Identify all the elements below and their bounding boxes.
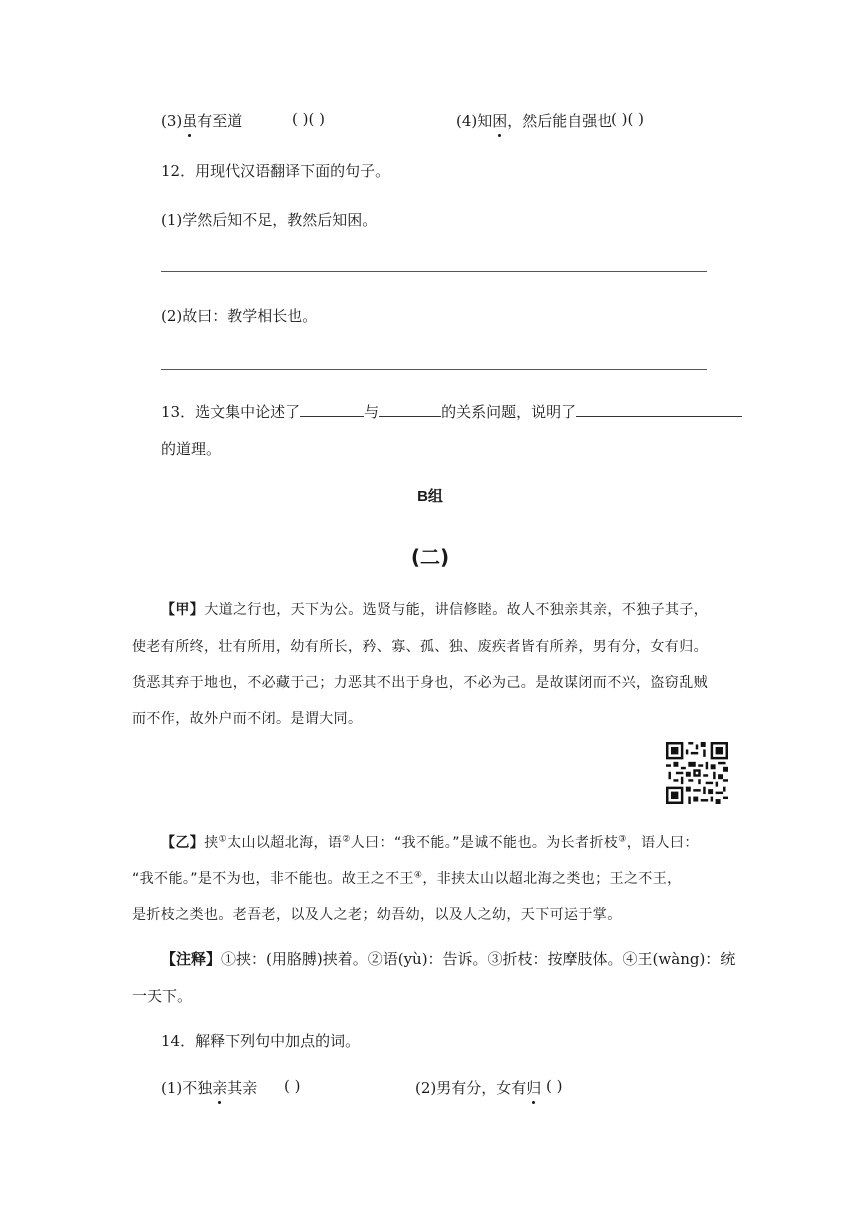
- q12-title: 12．用现代汉语翻译下面的句子。: [161, 162, 391, 180]
- group-b-heading: B组: [417, 488, 443, 505]
- q14-item-2: (2)男有分，女有归: [415, 1079, 542, 1097]
- q13-blank-2[interactable]: [379, 402, 441, 417]
- q12-item-1: (1)学然后知不足，教然后知困。: [161, 211, 378, 229]
- q12-item-2: (2)故曰：教学相长也。: [161, 307, 318, 325]
- q11-item-3-blank[interactable]: ( )( ): [292, 110, 325, 128]
- q12-answer-line-1[interactable]: [161, 271, 707, 272]
- q13-blank-3[interactable]: [576, 402, 742, 417]
- jia-line-2: 使老有所终，壮有所用，幼有所长，矜、寡、孤、独、废疾者皆有所养，男有分，女有归。: [132, 639, 708, 655]
- q11-item-3: (3)虽有至道: [161, 112, 243, 130]
- jia-line-3: 货恶其弃于地也，不必藏于己；力恶其不出于身也，不必为己。是故谋闭而不兴，盗窃乱贼: [132, 675, 708, 691]
- q11-item-4-blank[interactable]: ( )( ): [611, 110, 644, 128]
- notes-line-1: 【注释】①挟：(用胳膊)挟着。②语(yù)：告诉。③折枝：按摩肢体。④王(wàng)：统: [161, 950, 736, 968]
- yi-line-2: “我不能。”是不为也，非不能也。故王之不王④，非挟太山以超北海之类也；王之不王，: [132, 870, 682, 887]
- notes-line-2: 一天下。: [132, 987, 193, 1005]
- q14-title: 14．解释下列句中加点的词。: [161, 1032, 361, 1050]
- yi-line-1: 【乙】挟①太山以超北海，语②人曰：“我不能。”是诚不能也。为长者折枝③，语人曰：: [161, 834, 699, 851]
- q14-item-1-blank[interactable]: ( ): [284, 1077, 301, 1095]
- q13-blank-1[interactable]: [300, 402, 364, 417]
- q13-line-2: 的道理。: [161, 440, 222, 458]
- q14-item-1: (1)不独亲其亲: [161, 1079, 258, 1097]
- q14-item-2-blank[interactable]: ( ): [546, 1077, 563, 1095]
- q12-answer-line-2[interactable]: [161, 369, 707, 370]
- jia-line-4: 而不作，故外户而不闭。是谓大同。: [132, 711, 363, 727]
- q13-line-1: 13．选文集中论述了 与 的关系问题，说明了: [161, 401, 742, 422]
- jia-line-1: 【甲】大道之行也，天下为公。选贤与能，讲信修睦。故人不独亲其亲，不独子其子，: [161, 602, 709, 618]
- q11-item-4: (4)知困，然后能自强也: [456, 112, 613, 130]
- yi-line-3: 是折枝之类也。老吾老，以及人之老；幼吾幼，以及人之幼，天下可运于掌。: [132, 907, 622, 923]
- qr-code-icon[interactable]: [666, 742, 728, 804]
- section-two-heading: (二): [410, 545, 450, 569]
